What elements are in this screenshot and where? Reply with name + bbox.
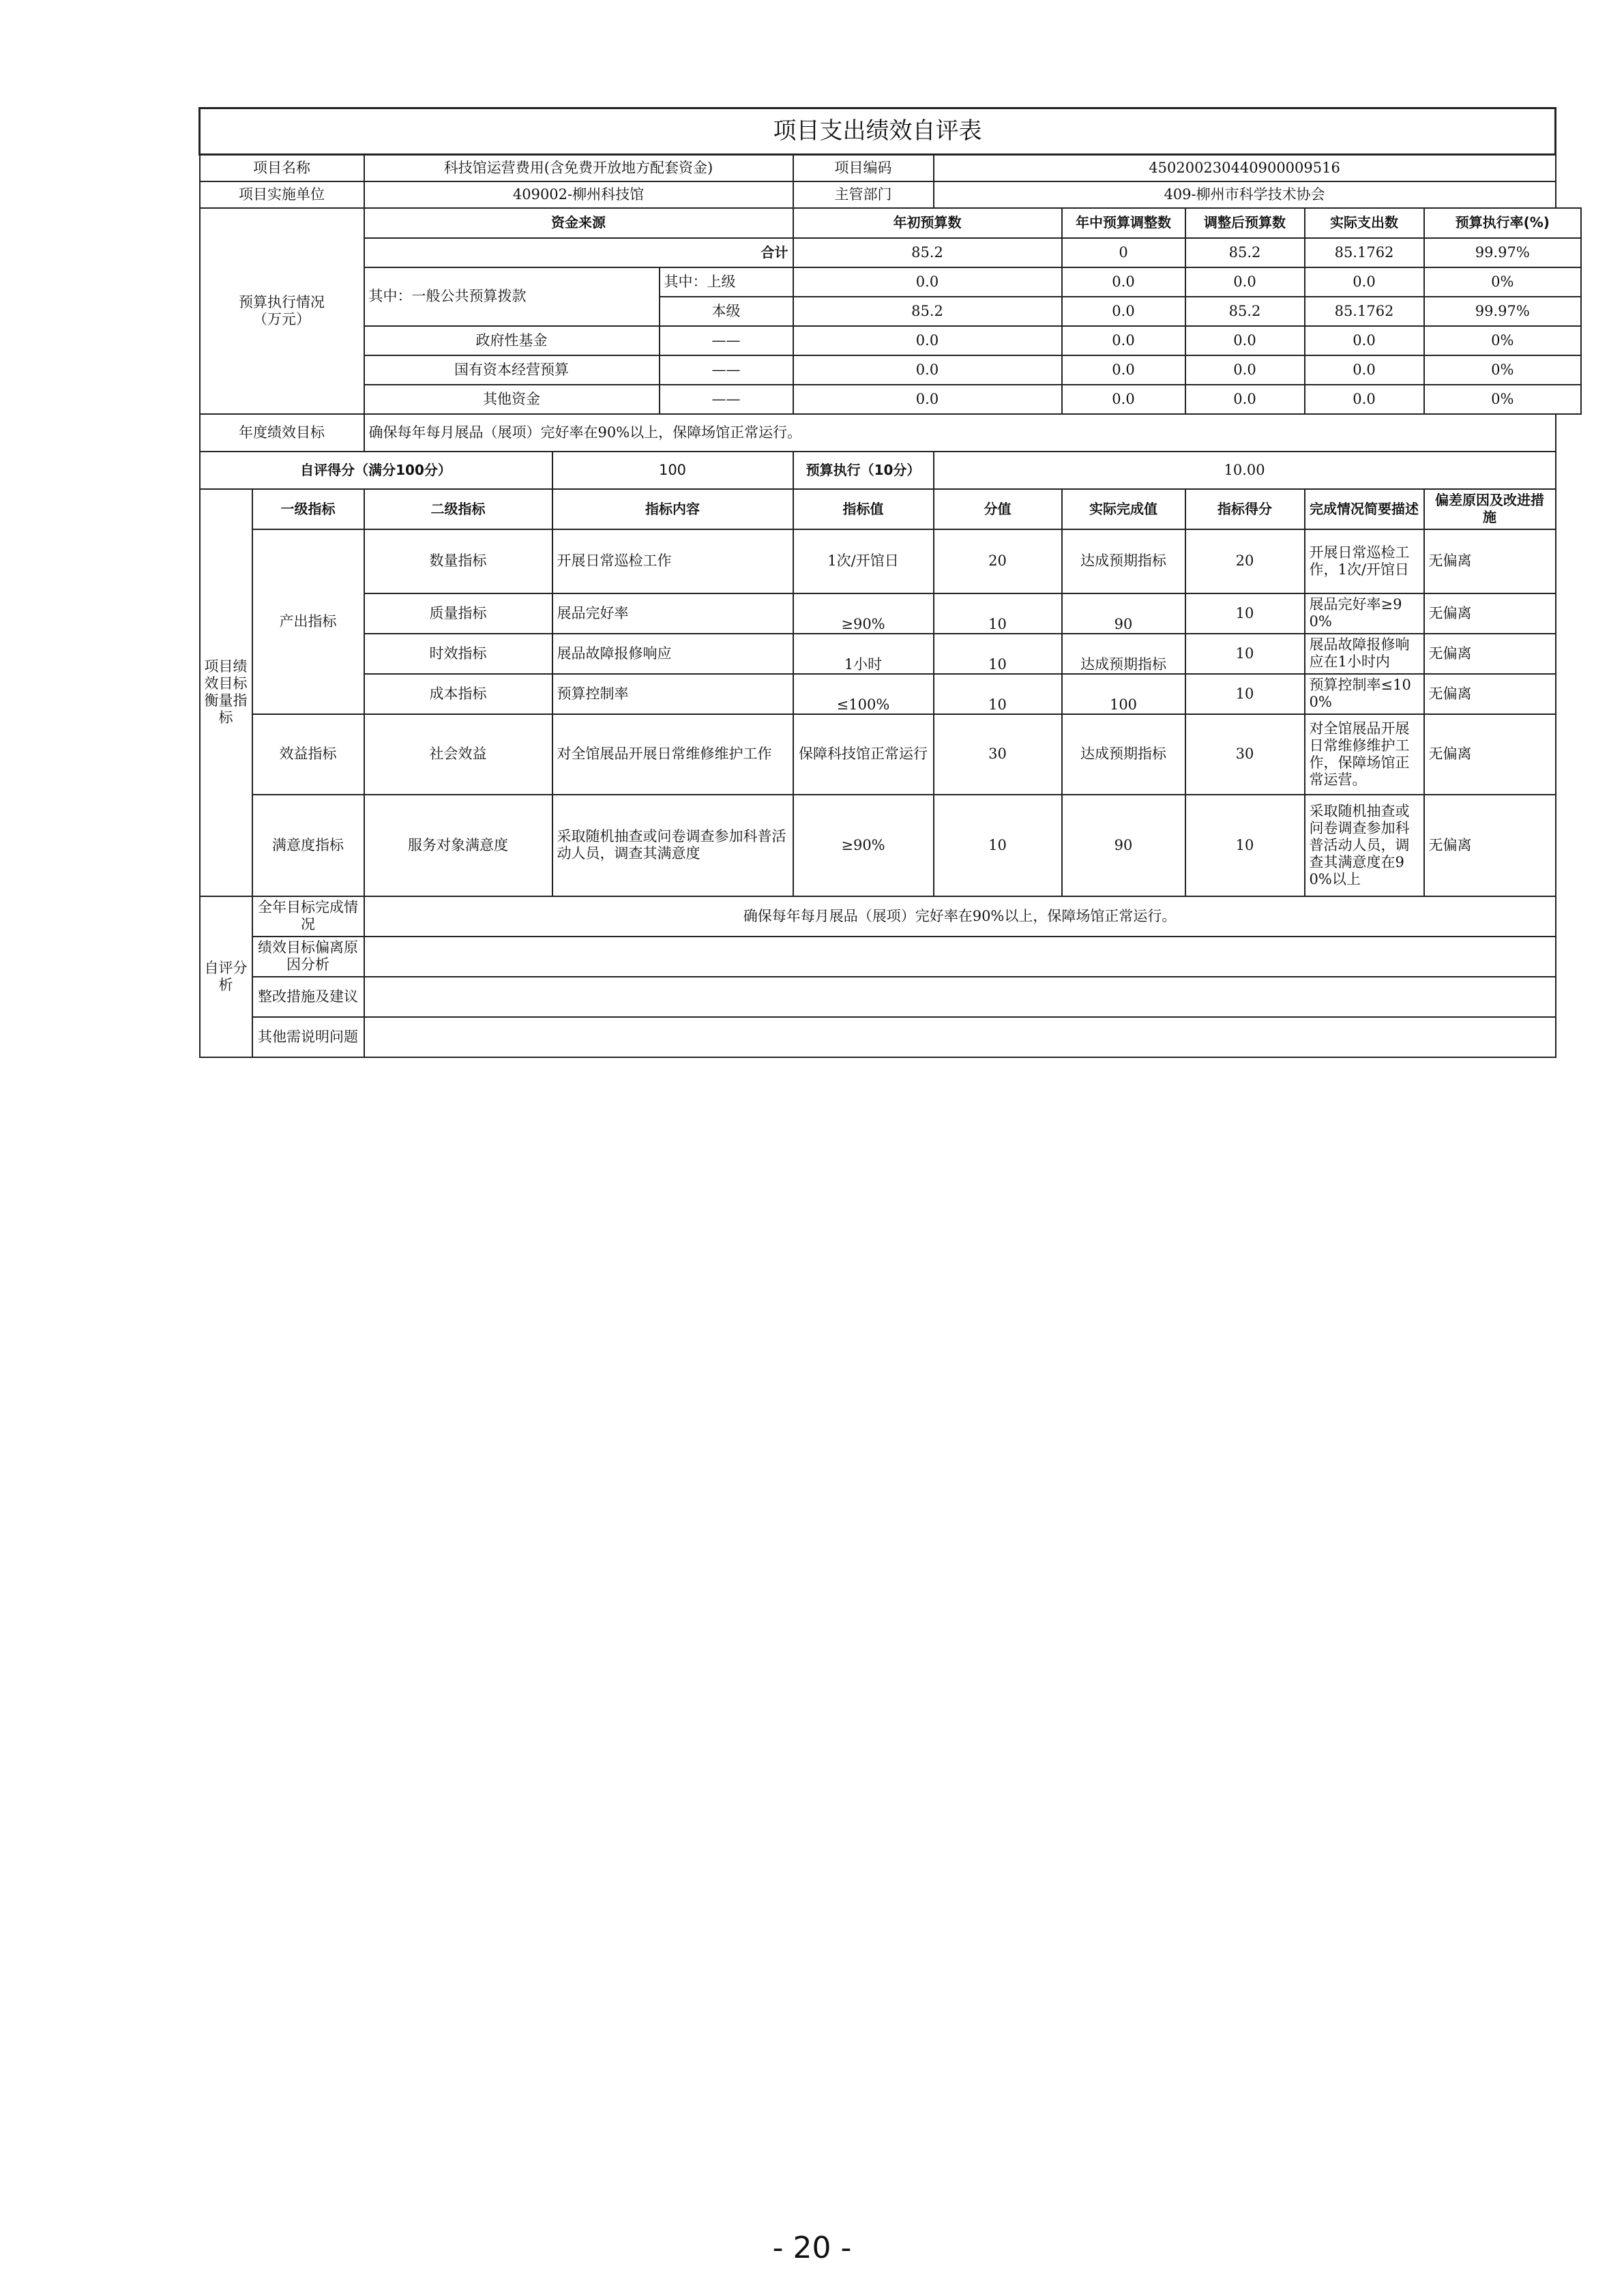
general-budget-label: 其中：一般公共预算拨款 (364, 267, 660, 326)
state-capital-mid-adjust: 0.0 (1062, 355, 1185, 385)
output-indicator-label: 产出指标 (252, 529, 364, 714)
indicator-reason: 无偏离 (1424, 714, 1556, 795)
project-unit: 409002-柳州科技馆 (364, 181, 793, 208)
indicator-description: 开展日常巡检工作，1次/开馆日 (1305, 529, 1424, 593)
state-capital-label: 国有资本经营预算 (364, 355, 660, 385)
department: 409-柳州市科学技术协会 (934, 181, 1556, 208)
gov-fund-initial: 0.0 (793, 326, 1062, 355)
header-target-value: 指标值 (793, 489, 934, 529)
gov-fund-dash: —— (660, 326, 793, 355)
indicator-actual-value: 100 (1062, 674, 1185, 714)
analysis-row-text (364, 977, 1556, 1017)
header-adjusted-budget: 调整后预算数 (1185, 208, 1305, 238)
total-mid-adjust: 0 (1062, 238, 1185, 267)
other-fund-dash: —— (660, 385, 793, 414)
header-actual-value: 实际完成值 (1062, 489, 1185, 529)
indicator-reason: 无偏离 (1424, 674, 1556, 714)
gov-fund-mid-adjust: 0.0 (1062, 326, 1185, 355)
indicator-got-score: 10 (1185, 634, 1305, 674)
indicator-actual-value: 达成预期指标 (1062, 714, 1185, 795)
upper-adjusted: 0.0 (1185, 267, 1305, 297)
state-capital-adjusted: 0.0 (1185, 355, 1305, 385)
indicator-score: 10 (934, 795, 1062, 896)
indicator-got-score: 10 (1185, 795, 1305, 896)
indicator-score: 10 (934, 593, 1062, 634)
indicator-score: 20 (934, 529, 1062, 593)
gov-fund-label: 政府性基金 (364, 326, 660, 355)
indicator-level2: 质量指标 (364, 593, 552, 634)
local-actual: 85.1762 (1305, 297, 1424, 326)
header-description: 完成情况简要描述 (1305, 489, 1424, 529)
upper-actual: 0.0 (1305, 267, 1424, 297)
other-fund-initial: 0.0 (793, 385, 1062, 414)
indicator-description: 展品故障报修响应在1小时内 (1305, 634, 1424, 674)
analysis-row-text: 确保每年每月展品（展项）完好率在90%以上，保障场馆正常运行。 (364, 896, 1556, 937)
local-adjusted: 85.2 (1185, 297, 1305, 326)
indicator-score: 30 (934, 714, 1062, 795)
analysis-row-text (364, 937, 1556, 977)
state-capital-rate: 0% (1424, 355, 1582, 385)
gov-fund-actual: 0.0 (1305, 326, 1424, 355)
indicator-actual-value: 达成预期指标 (1062, 529, 1185, 593)
self-score-value: 100 (552, 452, 793, 489)
indicator-got-score: 20 (1185, 529, 1305, 593)
indicator-score: 10 (934, 634, 1062, 674)
indicator-level2: 服务对象满意度 (364, 795, 552, 896)
other-fund-label: 其他资金 (364, 385, 660, 414)
header-got-score: 指标得分 (1185, 489, 1305, 529)
local-level-label: 本级 (660, 297, 793, 326)
state-capital-dash: —— (660, 355, 793, 385)
indicator-level2: 数量指标 (364, 529, 552, 593)
department-label: 主管部门 (793, 181, 934, 208)
indicators-section-label: 项目绩 效目标 衡量指 标 (200, 489, 252, 896)
indicator-reason: 无偏离 (1424, 634, 1556, 674)
indicator-reason: 无偏离 (1424, 795, 1556, 896)
header-fund-source: 资金来源 (364, 208, 793, 238)
local-initial: 85.2 (793, 297, 1062, 326)
indicator-description: 预算控制率≤100% (1305, 674, 1424, 714)
analysis-section-label: 自评分 析 (200, 896, 252, 1057)
page-number: - 20 - (772, 2231, 852, 2265)
other-fund-adjusted: 0.0 (1185, 385, 1305, 414)
indicator-actual-value: 达成预期指标 (1062, 634, 1185, 674)
indicator-target-value: ≤100% (793, 674, 934, 714)
indicator-got-score: 30 (1185, 714, 1305, 795)
total-label: 合计 (364, 238, 793, 267)
state-capital-actual: 0.0 (1305, 355, 1424, 385)
other-fund-rate: 0% (1424, 385, 1582, 414)
project-unit-label: 项目实施单位 (200, 181, 364, 208)
header-mid-adjust: 年中预算调整数 (1062, 208, 1185, 238)
other-fund-actual: 0.0 (1305, 385, 1424, 414)
indicator-actual-value: 90 (1062, 795, 1185, 896)
indicator-got-score: 10 (1185, 674, 1305, 714)
performance-evaluation-table (198, 107, 1582, 1058)
annual-goal-text: 确保每年每月展品（展项）完好率在90%以上，保障场馆正常运行。 (364, 414, 1556, 452)
indicator-content: 展品完好率 (552, 593, 793, 634)
project-code-label: 项目编码 (793, 155, 934, 181)
indicator-content: 对全馆展品开展日常维修维护工作 (552, 714, 793, 795)
header-score: 分值 (934, 489, 1062, 529)
project-name-label: 项目名称 (200, 155, 364, 181)
indicator-target-value: 1小时 (793, 634, 934, 674)
indicator-score: 10 (934, 674, 1062, 714)
indicator-content: 展品故障报修响应 (552, 634, 793, 674)
header-level2: 二级指标 (364, 489, 552, 529)
indicator-level2: 成本指标 (364, 674, 552, 714)
indicator-level2: 社会效益 (364, 714, 552, 795)
indicator-description: 对全馆展品开展日常维修维护工作，保障场馆正常运营。 (1305, 714, 1424, 795)
analysis-row-text (364, 1017, 1556, 1057)
indicator-target-value: 1次/开馆日 (793, 529, 934, 593)
local-mid-adjust: 0.0 (1062, 297, 1185, 326)
other-fund-mid-adjust: 0.0 (1062, 385, 1185, 414)
upper-initial: 0.0 (793, 267, 1062, 297)
self-score-label: 自评得分（满分100分） (200, 452, 552, 489)
budget-execution-score-label: 预算执行（10分） (793, 452, 934, 489)
project-code: 450200230440900009516 (934, 155, 1556, 181)
gov-fund-rate: 0% (1424, 326, 1582, 355)
analysis-row-label: 绩效目标偏离原因分析 (252, 937, 364, 977)
upper-rate: 0% (1424, 267, 1582, 297)
indicator-description: 展品完好率≥90% (1305, 593, 1424, 634)
indicator-target-value: 保障科技馆正常运行 (793, 714, 934, 795)
indicator-content: 预算控制率 (552, 674, 793, 714)
benefit-indicator-label: 效益指标 (252, 714, 364, 795)
indicator-actual-value: 90 (1062, 593, 1185, 634)
satisfaction-indicator-label: 满意度指标 (252, 795, 364, 896)
analysis-row-label: 整改措施及建议 (252, 977, 364, 1017)
header-execution-rate: 预算执行率(%) (1424, 208, 1582, 238)
indicator-content: 开展日常巡检工作 (552, 529, 793, 593)
state-capital-initial: 0.0 (793, 355, 1062, 385)
upper-mid-adjust: 0.0 (1062, 267, 1185, 297)
gov-fund-adjusted: 0.0 (1185, 326, 1305, 355)
header-actual-spend: 实际支出数 (1305, 208, 1424, 238)
table-title: 项目支出绩效自评表 (200, 108, 1556, 155)
header-reason: 偏差原因及改进措施 (1424, 489, 1556, 529)
analysis-row-label: 其他需说明问题 (252, 1017, 364, 1057)
budget-execution-score-value: 10.00 (934, 452, 1556, 489)
indicator-target-value: ≥90% (793, 795, 934, 896)
annual-goal-label: 年度绩效目标 (200, 414, 364, 452)
local-rate: 99.97% (1424, 297, 1582, 326)
total-initial: 85.2 (793, 238, 1062, 267)
header-content: 指标内容 (552, 489, 793, 529)
project-name: 科技馆运营费用(含免费开放地方配套资金) (364, 155, 793, 181)
total-adjusted: 85.2 (1185, 238, 1305, 267)
indicator-reason: 无偏离 (1424, 593, 1556, 634)
header-initial-budget: 年初预算数 (793, 208, 1062, 238)
indicator-content: 采取随机抽查或问卷调查参加科普活动人员，调查其满意度 (552, 795, 793, 896)
budget-section-label: 预算执行情况 （万元） (200, 208, 364, 414)
indicator-level2: 时效指标 (364, 634, 552, 674)
analysis-row-label: 全年目标完成情况 (252, 896, 364, 937)
indicator-got-score: 10 (1185, 593, 1305, 634)
total-actual: 85.1762 (1305, 238, 1424, 267)
indicator-reason: 无偏离 (1424, 529, 1556, 593)
upper-level-label: 其中：上级 (660, 267, 793, 297)
indicator-target-value: ≥90% (793, 593, 934, 634)
indicator-description: 采取随机抽查或问卷调查参加科普活动人员，调查其满意度在90%以上 (1305, 795, 1424, 896)
total-rate: 99.97% (1424, 238, 1582, 267)
header-level1: 一级指标 (252, 489, 364, 529)
